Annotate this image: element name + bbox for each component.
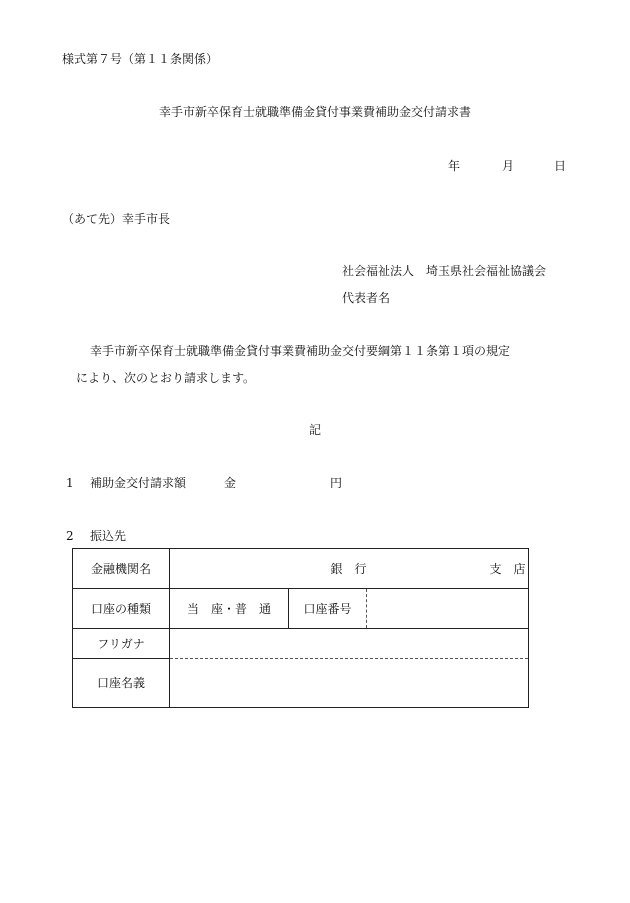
institution-label: 金融機関名 bbox=[73, 549, 170, 589]
account-number-field[interactable] bbox=[367, 589, 528, 628]
account-type-label: 口座の種類 bbox=[73, 589, 170, 629]
account-name-label: 口座名義 bbox=[73, 659, 170, 708]
branch-suffix: 支 店 bbox=[489, 561, 526, 576]
institution-field[interactable] bbox=[170, 549, 529, 589]
item-1-request-amount bbox=[66, 477, 186, 489]
body-text-line-1: 幸手市新卒保育士就職準備金貸付事業費補助金交付要綱第１１条第１項の規定 bbox=[90, 344, 511, 358]
table-row-furigana bbox=[73, 629, 529, 659]
item-2-number: 2 bbox=[66, 529, 74, 543]
account-number-label: 口座番号 bbox=[289, 589, 367, 628]
date-year-label: 年 bbox=[448, 159, 461, 173]
form-number: 様式第７号（第１１条関係） bbox=[62, 52, 219, 66]
furigana-label: フリガナ bbox=[73, 629, 170, 659]
account-name-field[interactable] bbox=[170, 659, 529, 708]
date-day-label: 日 bbox=[554, 159, 567, 173]
ki-heading: 記 bbox=[308, 423, 321, 437]
applicant-organization: 社会福祉法人 埼玉県社会福祉協議会 bbox=[342, 264, 547, 278]
addressee: （あて先）幸手市長 bbox=[62, 212, 171, 226]
account-type-field bbox=[170, 589, 529, 629]
table-row-account-name bbox=[73, 659, 529, 708]
item-1-label: 補助金交付請求額 bbox=[90, 476, 187, 490]
amount-kin-label: 金 bbox=[224, 476, 237, 490]
applicant-representative: 代表者名 bbox=[342, 291, 391, 305]
document-title: 幸手市新卒保育士就職準備金貸付事業費補助金交付請求書 bbox=[158, 105, 471, 119]
body-text-line-2: により、次のとおり請求します。 bbox=[76, 371, 256, 385]
table-row-institution bbox=[73, 549, 529, 589]
date-month-label: 月 bbox=[502, 159, 515, 173]
item-2-label: 振込先 bbox=[90, 529, 127, 543]
bank-account-table bbox=[72, 548, 529, 708]
account-type-options[interactable]: 当 座・普 通 bbox=[170, 589, 289, 628]
table-row-account-type bbox=[73, 589, 529, 629]
bank-suffix: 銀 行 bbox=[330, 561, 367, 576]
item-2-transfer-destination bbox=[66, 530, 126, 542]
amount-yen-label: 円 bbox=[330, 476, 343, 490]
furigana-field[interactable] bbox=[170, 629, 529, 659]
item-1-number: 1 bbox=[66, 476, 74, 490]
